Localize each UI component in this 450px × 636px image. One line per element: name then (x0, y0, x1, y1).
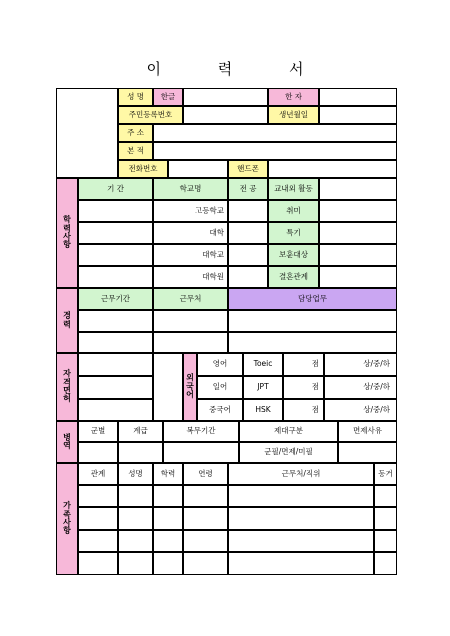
license-cell[interactable] (78, 353, 153, 376)
education-period-cell[interactable] (78, 200, 153, 222)
name-label: 성 명 (118, 88, 153, 106)
language-score-field[interactable]: 점 (283, 399, 324, 421)
military-status-field[interactable]: 군필/면제/미필 (239, 442, 338, 463)
education-major-cell[interactable] (228, 244, 268, 266)
family-cell[interactable] (374, 507, 397, 530)
education-level-cell: 고등학교 (153, 200, 228, 222)
phone-field[interactable] (168, 160, 228, 178)
family-cell[interactable] (78, 552, 118, 575)
career-company-cell[interactable] (153, 332, 228, 353)
career-section-label: 경 력 (56, 288, 78, 353)
language-score-field[interactable]: 점 (283, 376, 324, 399)
address-field[interactable] (153, 124, 397, 142)
language-test: HSK (243, 399, 283, 421)
language-test: Toeic (243, 353, 283, 376)
family-cell[interactable] (183, 507, 228, 530)
family-education-header: 학력 (153, 463, 183, 485)
specialty-field[interactable] (319, 222, 397, 244)
education-level-cell: 대학 (153, 222, 228, 244)
education-level-cell: 대학원 (153, 266, 228, 288)
career-duty-cell[interactable] (228, 310, 397, 332)
career-period-cell[interactable] (78, 310, 153, 332)
military-period-field[interactable] (163, 442, 239, 463)
family-section-label: 가 족 사 항 (56, 463, 78, 575)
military-discharge-header: 제대구분 (239, 421, 338, 442)
career-duty-cell[interactable] (228, 332, 397, 353)
family-age-header: 연령 (183, 463, 228, 485)
document-title: 이 력 서 (146, 60, 330, 78)
specialty-label: 특기 (268, 222, 319, 244)
family-cell[interactable] (183, 552, 228, 575)
address-label: 주 소 (118, 124, 153, 142)
military-section-label: 병 역 (56, 421, 78, 463)
hobby-field[interactable] (319, 200, 397, 222)
qualifications-section-label: 자 격 면 허 (56, 353, 78, 421)
language-name: 영어 (197, 353, 243, 376)
education-period-cell[interactable] (78, 244, 153, 266)
activities-field[interactable] (319, 178, 397, 200)
military-rank-field[interactable] (118, 442, 163, 463)
origin-field[interactable] (153, 142, 397, 160)
education-major-header: 전 공 (228, 178, 268, 200)
origin-label: 본 적 (118, 142, 153, 160)
photo-box[interactable] (56, 88, 118, 178)
family-cell[interactable] (78, 485, 118, 507)
veteran-field[interactable] (319, 244, 397, 266)
language-name: 중국어 (197, 399, 243, 421)
family-cohabit-header: 동거 (374, 463, 397, 485)
hangul-name-field[interactable] (183, 88, 268, 106)
family-cell[interactable] (153, 507, 183, 530)
military-branch-header: 군별 (78, 421, 118, 442)
family-cell[interactable] (228, 507, 374, 530)
hangul-label: 한글 (153, 88, 183, 106)
education-period-cell[interactable] (78, 266, 153, 288)
family-cell[interactable] (183, 530, 228, 552)
marriage-field[interactable] (319, 266, 397, 288)
license-date-cell[interactable] (153, 353, 183, 421)
family-cell[interactable] (374, 485, 397, 507)
career-company-cell[interactable] (153, 310, 228, 332)
military-exemption-field[interactable] (338, 442, 397, 463)
language-section-label: 외 국 어 (183, 353, 197, 421)
birth-label: 생년월일 (268, 106, 319, 124)
language-score-field[interactable]: 점 (283, 353, 324, 376)
education-major-cell[interactable] (228, 266, 268, 288)
license-cell[interactable] (78, 376, 153, 399)
education-level-cell: 대학교 (153, 244, 228, 266)
family-workplace-header: 근무처/직위 (228, 463, 374, 485)
language-level-field[interactable]: 상/중/하 (324, 376, 397, 399)
marriage-label: 결혼관계 (268, 266, 319, 288)
birth-field[interactable] (319, 106, 397, 124)
family-cell[interactable] (153, 552, 183, 575)
military-period-header: 복무기간 (163, 421, 239, 442)
career-company-header: 근무처 (153, 288, 228, 310)
family-cell[interactable] (118, 552, 153, 575)
family-name-header: 성명 (118, 463, 153, 485)
veteran-label: 보훈대상 (268, 244, 319, 266)
military-rank-header: 계급 (118, 421, 163, 442)
career-duty-header: 담당업무 (228, 288, 397, 310)
language-test: JPT (243, 376, 283, 399)
hanja-name-field[interactable] (319, 88, 397, 106)
family-cell[interactable] (374, 530, 397, 552)
language-level-field[interactable]: 상/중/하 (324, 353, 397, 376)
education-activities-header: 교내외 활동 (268, 178, 319, 200)
family-relation-header: 관계 (78, 463, 118, 485)
family-cell[interactable] (118, 485, 153, 507)
rrn-label: 주민등록번호 (118, 106, 183, 124)
family-cell[interactable] (78, 507, 118, 530)
family-cell[interactable] (228, 530, 374, 552)
license-cell[interactable] (78, 399, 153, 421)
education-period-cell[interactable] (78, 222, 153, 244)
language-name: 일어 (197, 376, 243, 399)
education-section-label: 학 력 사 항 (56, 178, 78, 288)
rrn-field[interactable] (183, 106, 268, 124)
military-exemption-header: 면제사유 (338, 421, 397, 442)
family-cell[interactable] (118, 507, 153, 530)
hobby-label: 취미 (268, 200, 319, 222)
family-cell[interactable] (374, 552, 397, 575)
phone-label: 전화번호 (118, 160, 168, 178)
family-cell[interactable] (183, 485, 228, 507)
family-cell[interactable] (228, 552, 374, 575)
education-school-header: 학교명 (153, 178, 228, 200)
family-cell[interactable] (118, 530, 153, 552)
family-cell[interactable] (153, 485, 183, 507)
military-branch-field[interactable] (78, 442, 118, 463)
resume-form (56, 88, 397, 575)
mobile-field[interactable] (268, 160, 397, 178)
language-level-field[interactable]: 상/중/하 (324, 399, 397, 421)
education-period-header: 기 간 (78, 178, 153, 200)
family-cell[interactable] (153, 530, 183, 552)
hanja-label: 한 자 (268, 88, 319, 106)
family-cell[interactable] (228, 485, 374, 507)
family-cell[interactable] (78, 530, 118, 552)
mobile-label: 핸드폰 (228, 160, 268, 178)
career-period-header: 근무기간 (78, 288, 153, 310)
career-period-cell[interactable] (78, 332, 153, 353)
education-major-cell[interactable] (228, 222, 268, 244)
education-major-cell[interactable] (228, 200, 268, 222)
